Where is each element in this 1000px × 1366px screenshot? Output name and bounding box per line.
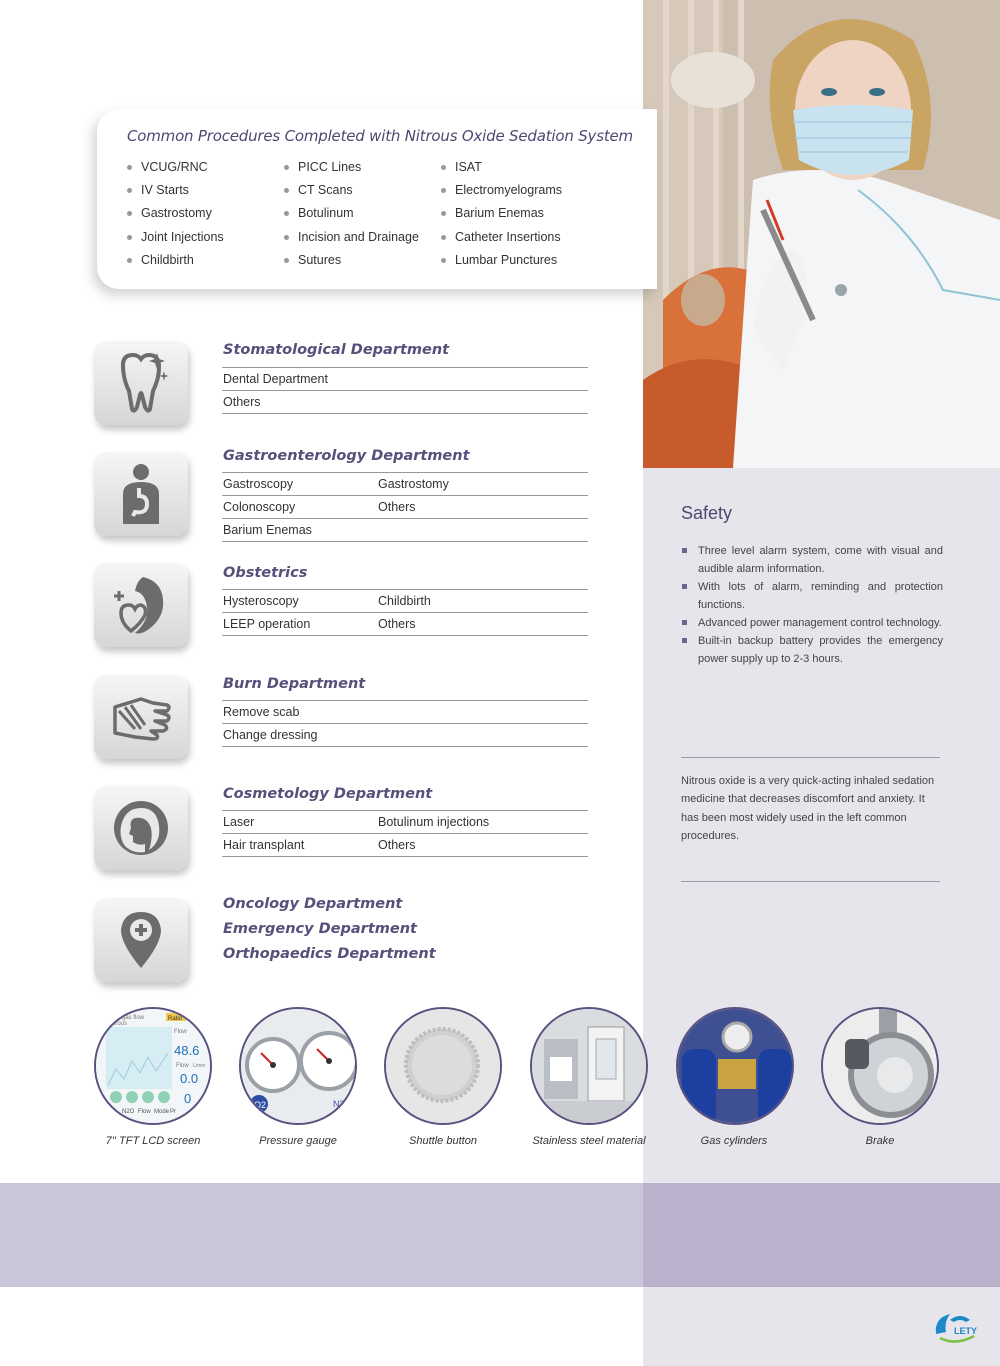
table-cell: Laser xyxy=(223,815,255,829)
lcd-flow-unit: L/min xyxy=(193,1063,206,1069)
department-title: Gastroenterology Department xyxy=(223,448,470,464)
lcd-o2-flow-label: Flow xyxy=(174,1029,187,1035)
list-item: Advanced power management control technology. xyxy=(681,614,943,632)
table-cell: Botulinum injections xyxy=(378,815,490,829)
footer-band-right xyxy=(643,1183,1000,1287)
list-item: Electromyelograms xyxy=(441,182,562,205)
table-cell: Gastroscopy xyxy=(223,477,294,491)
gauge-o2-label: O2 xyxy=(254,1100,267,1110)
department-title: Stomatological Department xyxy=(223,342,450,358)
list-item: Botulinum xyxy=(284,205,419,228)
table-cell: Hair transplant xyxy=(223,838,305,852)
list-item: IV Starts xyxy=(127,182,224,205)
procedures-column-3 xyxy=(441,159,562,275)
department-table xyxy=(222,700,588,747)
department-title: Burn Department xyxy=(223,676,366,692)
table-row xyxy=(222,811,588,834)
department-table xyxy=(222,810,588,857)
department-title: Obstetrics xyxy=(223,565,308,581)
feature-label: Brake xyxy=(865,1135,895,1147)
brake-wheel-image xyxy=(821,1007,939,1125)
table-cell: Change dressing xyxy=(223,728,318,742)
feature-label: 7'' TFT LCD screen xyxy=(105,1135,201,1147)
lcd-key-label: Flow xyxy=(138,1109,151,1115)
medical-location-pin-icon xyxy=(94,898,188,982)
procedures-column-2 xyxy=(284,159,419,275)
nitrous-description: Nitrous oxide is a very quick-acting inhaled sedation medicine that decreases discomfort and anxiety. It has been most widely used in the left common procedures. xyxy=(681,775,935,843)
lcd-n2o-flow-label: Flow xyxy=(176,1063,189,1069)
feature-label: Shuttle button xyxy=(409,1135,477,1147)
lcd-key-label: Mode xyxy=(154,1109,170,1115)
table-cell: Others xyxy=(378,500,416,514)
table-cell: Others xyxy=(378,617,416,631)
gas-cylinders-image xyxy=(676,1007,794,1125)
list-item: PICC Lines xyxy=(284,159,419,182)
logo-text: LETY xyxy=(954,1326,978,1336)
department-table xyxy=(222,472,588,542)
safety-list xyxy=(681,542,943,668)
divider xyxy=(681,757,940,758)
department-title: Emergency Department xyxy=(223,921,417,937)
lcd-screen-image xyxy=(94,1007,212,1125)
list-item: CT Scans xyxy=(284,182,419,205)
department-title: Oncology Department xyxy=(223,896,403,912)
table-row xyxy=(222,834,588,857)
table-row xyxy=(222,473,588,496)
list-item: Gastrostomy xyxy=(127,205,224,228)
feature-label: Pressure gauge xyxy=(259,1135,337,1147)
table-cell: LEEP operation xyxy=(223,617,311,631)
list-item: Childbirth xyxy=(127,252,224,275)
department-title: Orthopaedics Department xyxy=(223,946,436,962)
mother-baby-icon xyxy=(94,563,188,647)
table-cell: Dental Department xyxy=(223,372,328,386)
gauge-n2o-label: N2O xyxy=(333,1099,352,1109)
feature-label: Gas cylinders xyxy=(700,1135,768,1147)
woman-face-icon xyxy=(94,786,188,870)
safety-title: Safety xyxy=(681,503,733,523)
lcd-key-label: Pr xyxy=(170,1109,176,1115)
shuttle-button-image xyxy=(384,1007,502,1125)
procedures-title: Common Procedures Completed with Nitrous Oxide Sedation System xyxy=(127,127,633,145)
list-item: Three level alarm system, come with visual and audible alarm information. xyxy=(681,542,943,578)
list-item: Barium Enemas xyxy=(441,205,562,228)
department-table xyxy=(222,367,588,414)
lcd-ratio-label: Ratio xyxy=(168,1016,183,1022)
table-cell: Others xyxy=(223,395,261,409)
lcd-key-label: O2 xyxy=(108,1109,117,1115)
table-row xyxy=(222,724,588,747)
list-item: VCUG/RNC xyxy=(127,159,224,182)
stomach-body-icon xyxy=(94,452,188,536)
list-item: Sutures xyxy=(284,252,419,275)
procedures-column-1 xyxy=(127,159,224,275)
bandaged-hand-icon xyxy=(94,675,188,759)
table-row xyxy=(222,519,588,542)
table-row xyxy=(222,701,588,724)
table-cell: Remove scab xyxy=(223,705,300,719)
table-cell: Colonoscopy xyxy=(223,500,296,514)
department-title: Cosmetology Department xyxy=(223,786,433,802)
list-item: Joint Injections xyxy=(127,229,224,252)
table-cell: Gastrostomy xyxy=(378,477,449,491)
list-item: With lots of alarm, reminding and protection functions. xyxy=(681,578,943,614)
lcd-value-2: 0.0 xyxy=(180,1071,199,1086)
lcd-key-label: N2O xyxy=(122,1109,135,1115)
department-table xyxy=(222,589,588,636)
procedures-card xyxy=(97,109,657,289)
stainless-steel-image xyxy=(530,1007,648,1125)
list-item: Incision and Drainage xyxy=(284,229,419,252)
lcd-value-1: 48.6 xyxy=(174,1043,200,1058)
company-logo xyxy=(930,1308,990,1353)
doctor-photo xyxy=(643,0,1000,468)
table-row xyxy=(222,391,588,414)
list-item: Catheter Insertions xyxy=(441,229,562,252)
table-cell: Childbirth xyxy=(378,594,431,608)
table-cell: Others xyxy=(378,838,416,852)
pressure-gauge-image xyxy=(239,1007,357,1125)
list-item: Lumbar Punctures xyxy=(441,252,562,275)
lcd-value-3: 0 xyxy=(184,1091,192,1106)
lcd-top-left-label: Next gas flow xyxy=(108,1015,145,1021)
table-row xyxy=(222,613,588,636)
table-cell: Hysteroscopy xyxy=(223,594,299,608)
feature-label: Stainless steel material xyxy=(532,1135,646,1147)
table-row xyxy=(222,496,588,519)
tooth-icon xyxy=(94,341,188,425)
lcd-top-sub-label: Nitrous xyxy=(108,1021,128,1027)
list-item: Built-in backup battery provides the emergency power supply up to 2-3 hours. xyxy=(681,632,943,668)
table-cell: Barium Enemas xyxy=(223,523,312,537)
divider xyxy=(681,881,940,882)
table-row xyxy=(222,590,588,613)
list-item: ISAT xyxy=(441,159,562,182)
table-row xyxy=(222,368,588,391)
